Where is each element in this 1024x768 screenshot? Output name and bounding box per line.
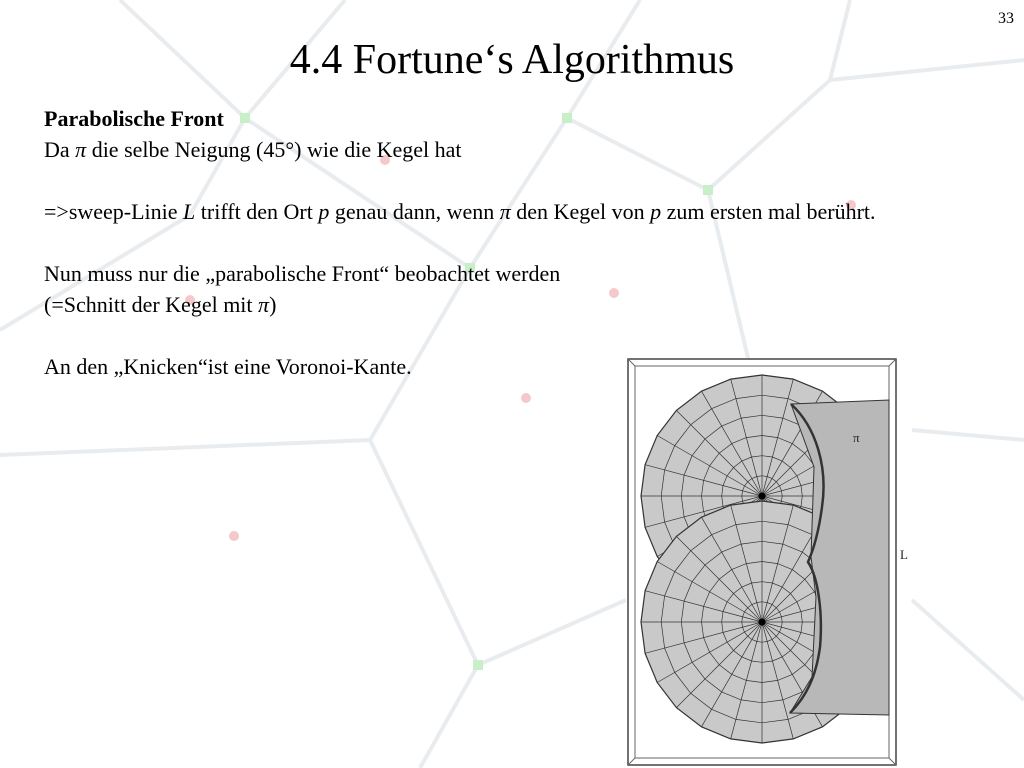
text-line-slope: Da π die selbe Neigung (45°) wie die Kegel hat	[44, 137, 462, 162]
sweep-line-label: L	[900, 547, 908, 562]
text-line-front: Nun muss nur die „parabolische Front“ beobachtet werden	[44, 261, 561, 286]
cone-figure	[626, 357, 912, 768]
plane-label: π	[853, 430, 860, 445]
slide-title: 4.4 Fortune‘s Algorithmus	[289, 37, 735, 83]
cone-apex	[759, 619, 766, 626]
section-heading: Parabolische Front	[44, 106, 224, 131]
slide-number: 33	[998, 10, 1014, 27]
text-line-voronoi-edge: An den „Knicken“ist eine Voronoi-Kante.	[44, 354, 412, 379]
slide-body	[44, 103, 994, 382]
cone-apex	[759, 493, 766, 500]
text-line-intersection: (=Schnitt der Kegel mit π)	[44, 292, 277, 317]
text-line-sweep: =>sweep-Linie L trifft den Ort p genau dann, wenn π den Kegel von p zum ersten mal berührt.	[44, 199, 876, 224]
